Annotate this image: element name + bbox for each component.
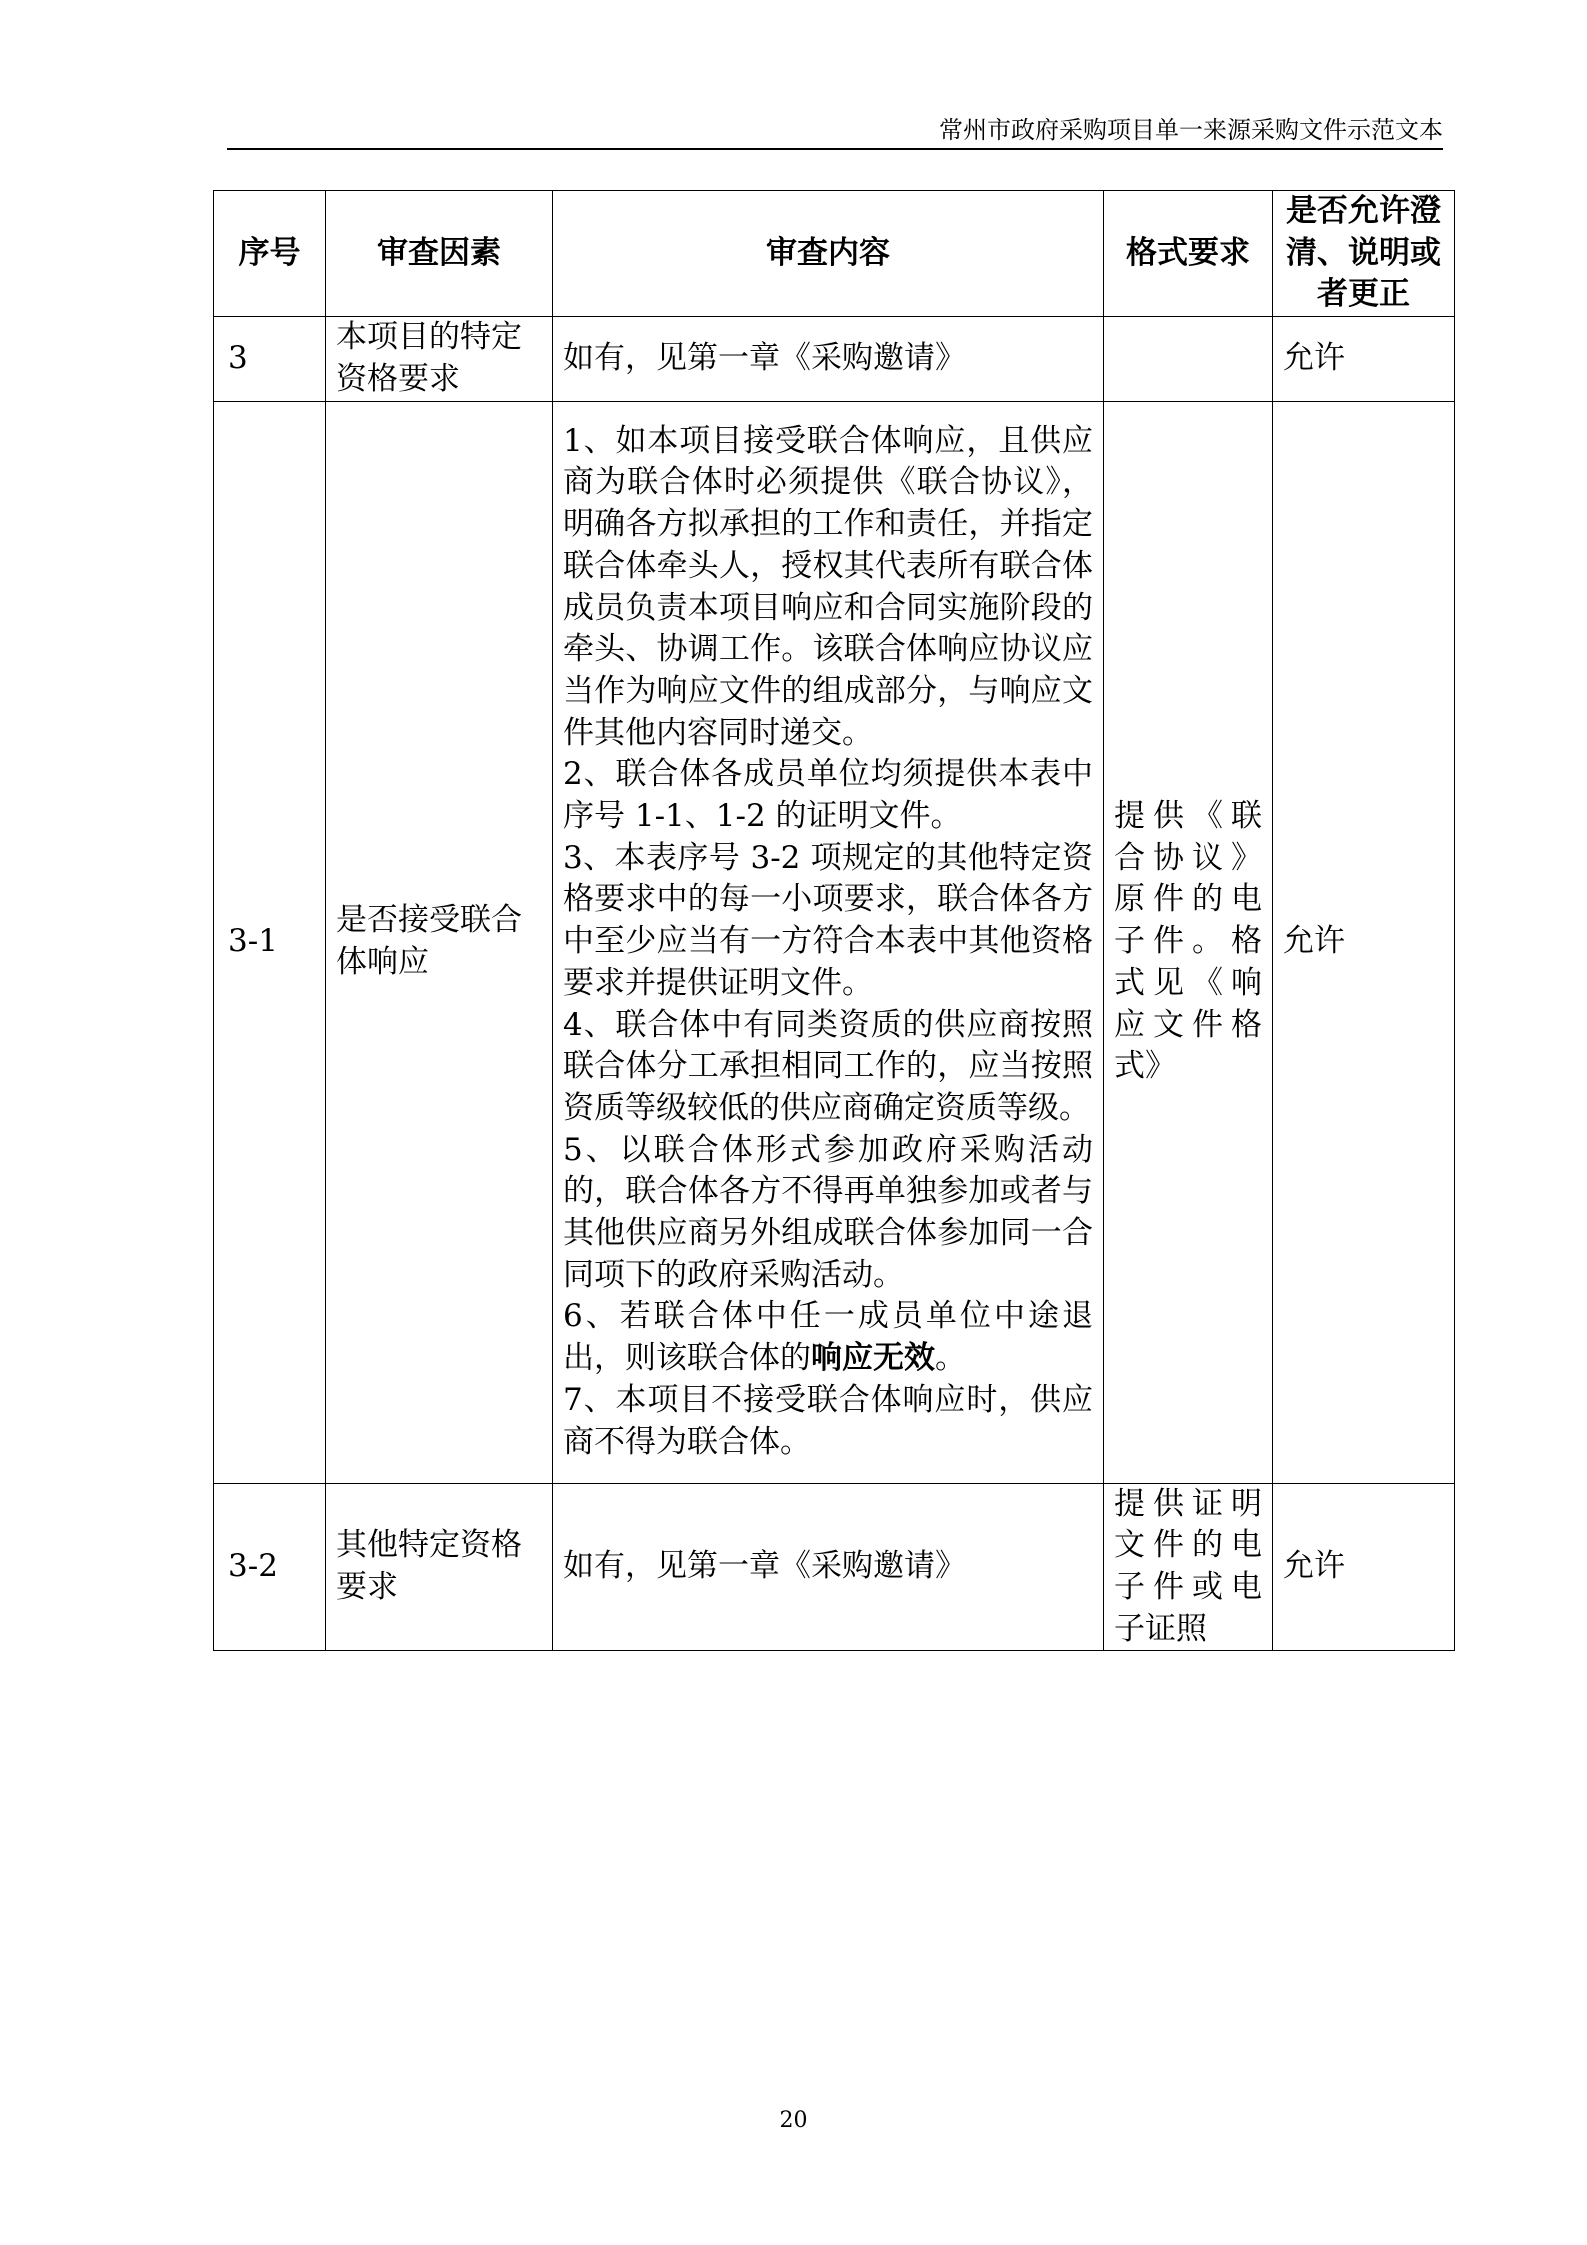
table-row bbox=[214, 1483, 1455, 1651]
content-item-5: 5、以联合体形式参加政府采购活动的，联合体各方不得再单独参加或者与其他供应商另外组成联合体参加同一合同项下的政府采购活动。 bbox=[563, 1131, 1093, 1293]
row-format bbox=[1104, 317, 1273, 401]
table-header-row bbox=[214, 191, 1455, 317]
row-allow: 允许 bbox=[1273, 317, 1455, 401]
row-factor: 其他特定资格要求 bbox=[326, 1483, 553, 1651]
content-item-3: 3、本表序号 3-2 项规定的其他特定资格要求中的每一小项要求，联合体各方中至少应当有一方符合本表中其他资格要求并提供证明文件。 bbox=[563, 839, 1093, 1001]
row-seq: 3 bbox=[214, 317, 326, 401]
qualification-review-table bbox=[213, 190, 1455, 1651]
content-item-6-tail: 。 bbox=[935, 1340, 966, 1377]
column-header-seq: 序号 bbox=[214, 191, 326, 317]
header-title: 常州市政府采购项目单一来源采购文件示范文本 bbox=[939, 116, 1443, 144]
content-item-1: 1、如本项目接受联合体响应，且供应商为联合体时必须提供《联合协议》，明确各方拟承担的工作和责任，并指定联合体牵头人，授权其代表所有联合体成员负责本项目响应和合同实施阶段的牵头、协调工作。该联合体响应协议应当作为响应文件的组成部分，与响应文件其他内容同时递交。 bbox=[563, 422, 1093, 751]
row-content bbox=[553, 401, 1104, 1483]
page-number: 20 bbox=[779, 2108, 808, 2133]
column-header-factor: 审查因素 bbox=[326, 191, 553, 317]
table-row bbox=[214, 401, 1455, 1483]
content-item-2: 2、联合体各成员单位均须提供本表中序号 1-1、1-2 的证明文件。 bbox=[563, 756, 1093, 835]
row-seq: 3-1 bbox=[214, 401, 326, 1483]
row-seq: 3-2 bbox=[214, 1483, 326, 1651]
row-factor: 本项目的特定资格要求 bbox=[326, 317, 553, 401]
row-allow: 允许 bbox=[1273, 1483, 1455, 1651]
row-format: 提供《联合协议》原件的电子件。格式见《响应文件格式》 bbox=[1104, 401, 1273, 1483]
column-header-format: 格式要求 bbox=[1104, 191, 1273, 317]
table-row bbox=[214, 317, 1455, 401]
running-header bbox=[227, 112, 1443, 150]
row-allow: 允许 bbox=[1273, 401, 1455, 1483]
content-item-4: 4、联合体中有同类资质的供应商按照联合体分工承担相同工作的，应当按照资质等级较低的供应商确定资质等级。 bbox=[563, 1006, 1093, 1126]
content-item-6 bbox=[563, 1296, 1093, 1379]
row-content: 如有，见第一章《采购邀请》 bbox=[553, 1483, 1104, 1651]
column-header-content: 审查内容 bbox=[553, 191, 1104, 317]
content-item-6-text: 6、若联合体中任一成员单位中途退出，则该联合体的 bbox=[563, 1298, 1093, 1377]
row-factor: 是否接受联合体响应 bbox=[326, 401, 553, 1483]
invalid-response-emphasis: 响应无效 bbox=[811, 1340, 935, 1377]
row-format: 提供证明文件的电子件或电子证照 bbox=[1104, 1483, 1273, 1651]
column-header-allow: 是否允许澄清、说明或者更正 bbox=[1273, 191, 1455, 317]
row-content: 如有，见第一章《采购邀请》 bbox=[553, 317, 1104, 401]
content-item-7: 7、本项目不接受联合体响应时，供应商不得为联合体。 bbox=[563, 1381, 1093, 1460]
